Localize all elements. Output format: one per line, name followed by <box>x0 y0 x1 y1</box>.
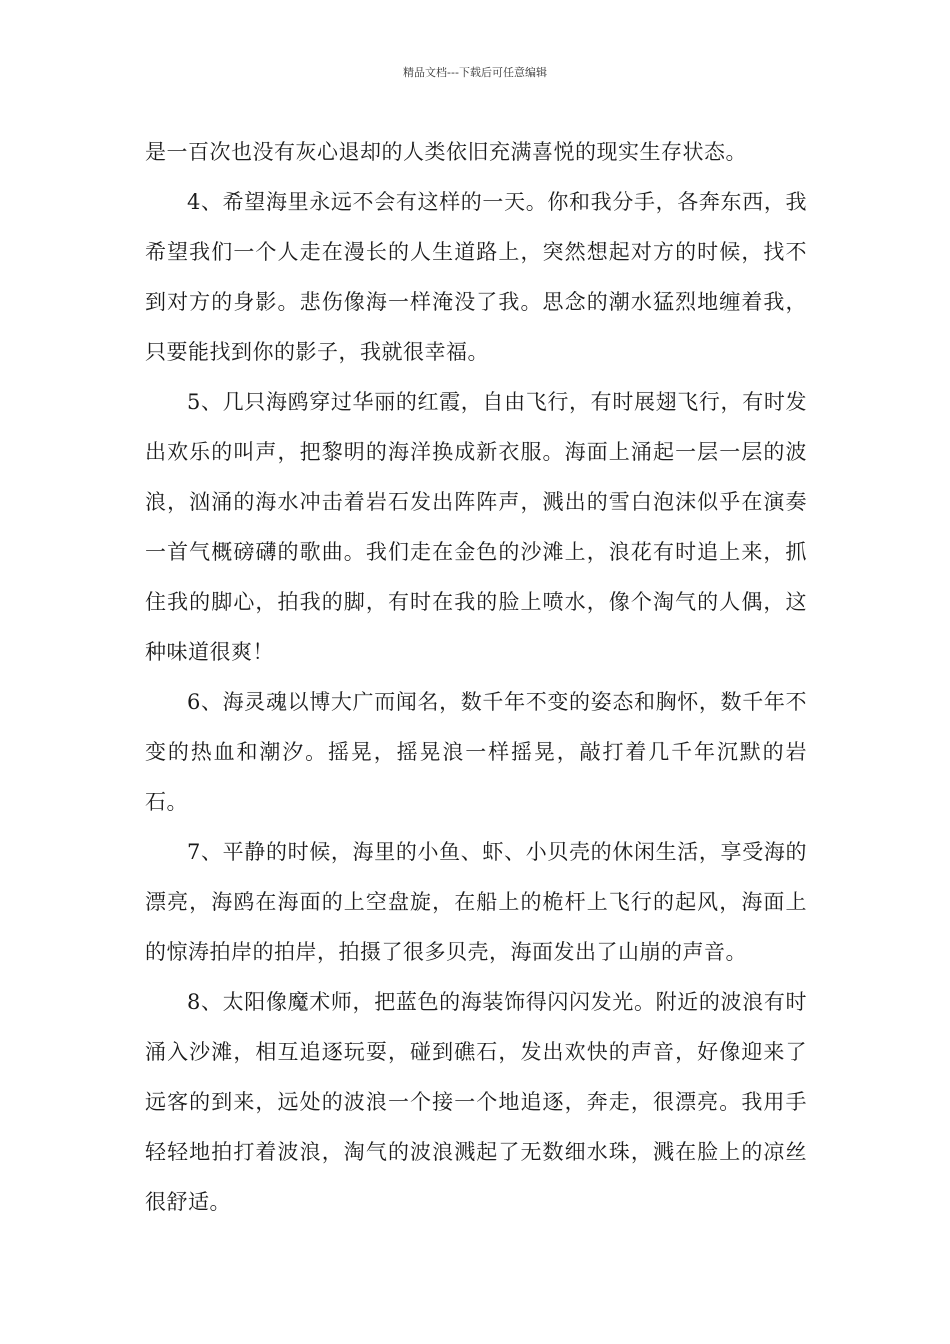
paragraph-item-4: 4、希望海里永远不会有这样的一天。你和我分手，各奔东西，我希望我们一个人走在漫长的人生道路上，突然想起对方的时候，找不到对方的身影。悲伤像海一样淹没了我。思念的潮水猛烈地缠着我，只要能找到你的影子，我就很幸福。 <box>145 190 807 364</box>
paragraph-item-7: 7、平静的时候，海里的小鱼、虾、小贝壳的休闲生活，享受海的漂亮，海鸥在海面的上空盘旋，在船上的桅杆上飞行的起风，海面上的惊涛拍岸的拍岸，拍摄了很多贝壳，海面发出了山崩的声音。 <box>145 840 807 964</box>
paragraph-item-5: 5、几只海鸥穿过华丽的红霞，自由飞行，有时展翅飞行，有时发出欢乐的叫声，把黎明的海洋换成新衣服。海面上涌起一层一层的波浪，汹涌的海水冲击着岩石发出阵阵声，溅出的雪白泡沫似乎在演奏一首气概磅礴的歌曲。我们走在金色的沙滩上，浪花有时追上来，抓住我的脚心，拍我的脚，有时在我的脸上喷水，像个淘气的人偶，这种味道很爽！ <box>145 390 807 664</box>
document-body <box>145 127 807 1227</box>
paragraph-item-6: 6、海灵魂以博大广而闻名，数千年不变的姿态和胸怀，数千年不变的热血和潮汐。摇晃，摇晃浪一样摇晃，敲打着几千年沉默的岩石。 <box>145 690 807 814</box>
paragraph-continuation: 是一百次也没有灰心退却的人类依旧充满喜悦的现实生存状态。 <box>145 140 747 164</box>
paragraph-item-8: 8、太阳像魔术师，把蓝色的海装饰得闪闪发光。附近的波浪有时涌入沙滩，相互追逐玩耍，碰到礁石，发出欢快的声音，好像迎来了远客的到来，远处的波浪一个接一个地追逐，奔走，很漂亮。我用手轻轻地拍打着波浪，淘气的波浪溅起了无数细水珠，溅在脸上的凉丝很舒适。 <box>145 990 807 1214</box>
page-header: 精品文档---下载后可任意编辑 <box>403 66 547 79</box>
